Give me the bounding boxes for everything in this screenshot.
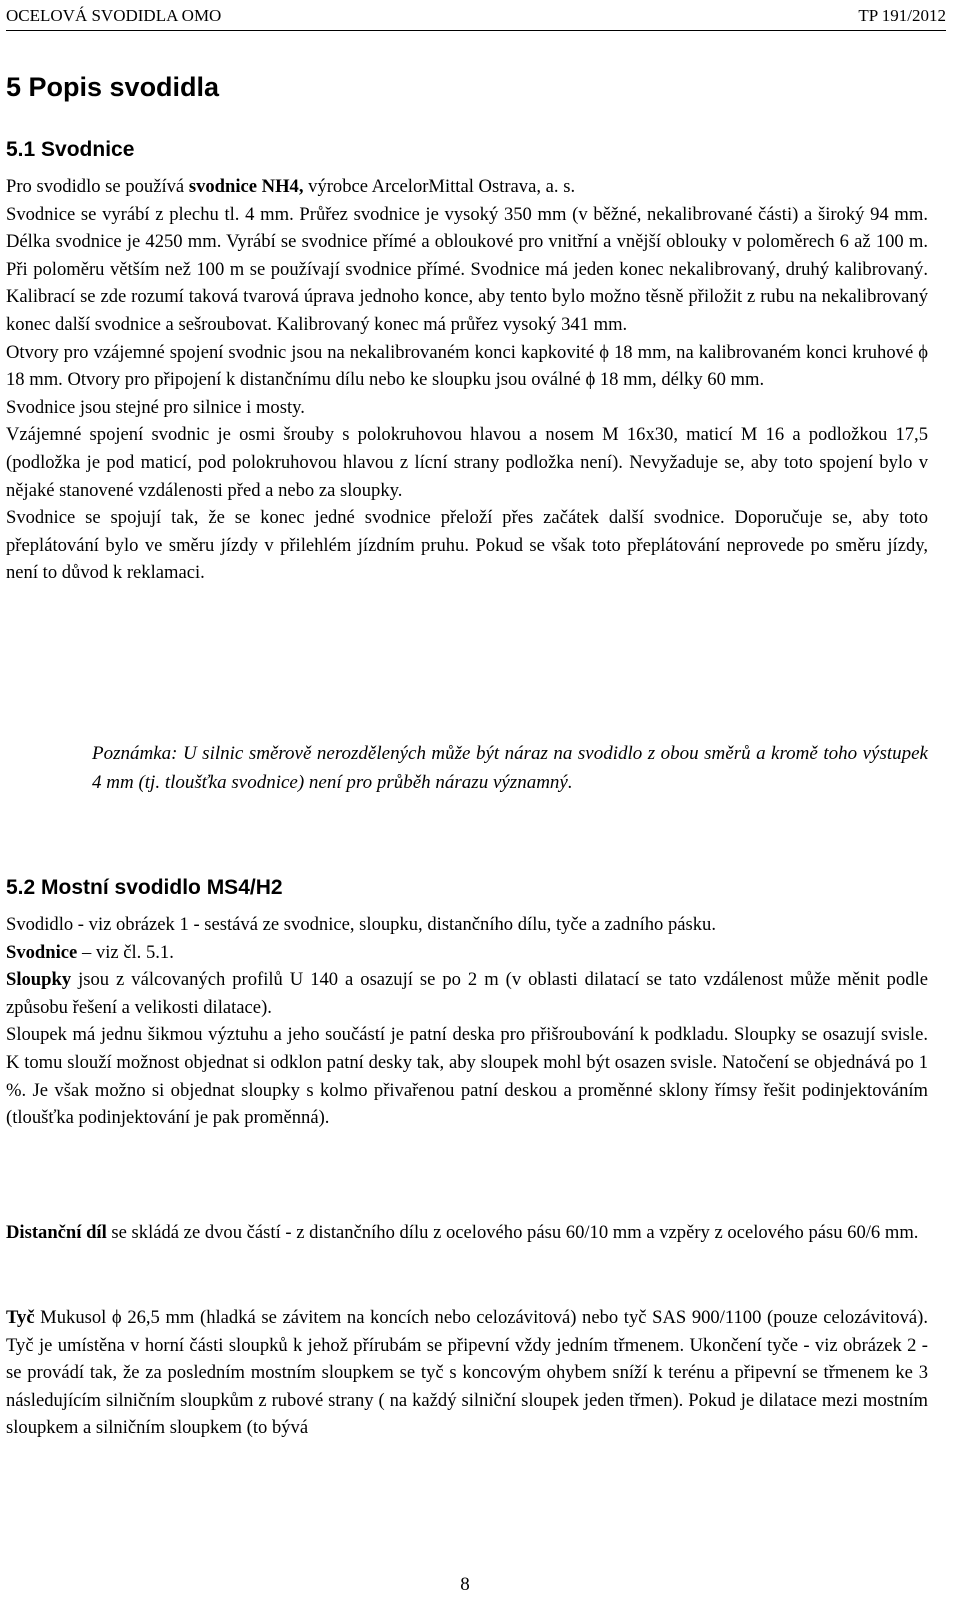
page-header <box>6 4 946 31</box>
paragraph: Svodidlo - viz obrázek 1 - sestává ze svodnice, sloupku, distančního dílu, tyče a zadního pásku. <box>6 914 717 935</box>
paragraph: Vzájemné spojení svodnic je osmi šrouby s polokruhovou hlavou a nosem M 16x30, maticí M 16 a podložkou 17,5 (podložka je pod maticí, pod polokruhovou hlavou z lícní strany podložka není). Nevyžaduje se, aby toto spojení bylo v nějaké stanovené vzdálenosti před a nebo za sloupky. <box>6 424 928 501</box>
paragraph: Sloupky jsou z válcovaných profilů U 140 a osazují se po 2 m (v oblasti dilatací se tato vzdálenost může měnit podle způsobu řešení a velikosti dilatace). <box>6 969 928 1018</box>
header-document-code: TP 191/2012 <box>858 6 946 25</box>
tyc-paragraph: Tyč Mukusol ϕ 26,5 mm (hladká se závitem na koncích nebo celozávitová) nebo tyč SAS 900/1100 (pouze celozávitová). Tyč je umístěna v horní části sloupků k jehož přírubám se připevní vždy jedním třmenem. Ukončení tyče - viz obrázek 2 - se provádí tak, že za posledním mostním sloupkem se tyč s koncovým ohybem sníží k terénu a připevní se třmenem ke 3 následujícím silničním sloupkům z rubové strany ( na každý silniční sloupek jeden třmen). Pokud je dilatace mezi mostním sloupkem a silničním sloupkem (to bývá <box>6 1307 928 1439</box>
paragraph: Pro svodidlo se používá svodnice NH4, výrobce ArcelorMittal Ostrava, a. s. <box>6 176 576 197</box>
bold-text: Sloupky <box>6 969 72 991</box>
section-5-heading: 5 Popis svodidla <box>6 72 220 102</box>
bold-text: Distanční díl <box>6 1222 107 1243</box>
section-5-2-heading: 5.2 Mostní svodidlo MS4/H2 <box>6 876 283 899</box>
note-paragraph: Poznámka: U silnic směrově nerozdělených může být náraz na svodidlo z obou směrů a kromě toho výstupek 4 mm (tj. tloušťka svodnice) není pro průběh nárazu významný. <box>92 743 928 793</box>
paragraph: Sloupek má jednu šikmou výztuhu a jeho součástí je patní deska pro přišroubování k podkladu. Sloupky se osazují svisle. K tomu slouží možnost objednat si odklon patní desky tak, aby sloupek mohl být osazen svisle. Natočení se objednává po 1 %. Je však možno si objednat sloupky s kolmo přivařenou patní deskou a proměnné sklony římsy řešit podinjektováním (tloušťka podinjektování je pak proměnná). <box>6 1024 928 1129</box>
section-5-1-heading: 5.1 Svodnice <box>6 138 135 161</box>
header-document-title: OCELOVÁ SVODIDLA OMO <box>6 6 222 25</box>
paragraph: Svodnice se spojují tak, že se konec jedné svodnice přeloží přes začátek další svodnice. Doporučuje se, aby toto přeplátování bylo ve směru jízdy v přilehlém jízdním pruhu. Pokud se však toto přeplátování neprovede po směru jízdy, není to důvod k reklamaci. <box>6 507 928 584</box>
paragraph: Svodnice jsou stejné pro silnice i mosty. <box>6 396 305 418</box>
section-5-2-body <box>6 911 928 1132</box>
page-number: 8 <box>460 1574 470 1595</box>
bold-text: Svodnice <box>6 941 78 963</box>
bold-text: Tyč <box>6 1307 35 1328</box>
paragraph: Otvory pro vzájemné spojení svodnic jsou na nekalibrovaném konci kapkovité ϕ 18 mm, na kalibrovaném konci kruhové ϕ 18 mm. Otvory pro připojení k distančnímu dílu nebo ke sloupku jsou oválné ϕ 18 mm, délky 60 mm. <box>6 341 928 391</box>
distancni-dil-paragraph: Distanční díl se skládá ze dvou částí - z distančního dílu z ocelového pásu 60/10 mm a vzpěry z ocelového pásu 60/6 mm. <box>6 1222 919 1243</box>
bold-text: svodnice NH4, <box>188 176 304 197</box>
paragraph: Svodnice – viz čl. 5.1. <box>6 941 174 963</box>
section-5-1-body <box>6 173 928 587</box>
paragraph: Svodnice se vyrábí z plechu tl. 4 mm. Průřez svodnice je vysoký 350 mm (v běžné, nekalibrované části) a široký 94 mm. Délka svodnice je 4250 mm. Vyrábí se svodnice přímé a obloukové pro vnitřní a vnější oblouky v poloměrech 6 až 100 m. Při poloměru větším než 100 m se používají svodnice přímé. Svodnice má jeden konec nekalibrovaný, druhý kalibrovaný. Kalibrací se zde rozumí taková tvarová úprava jednoho konce, aby tento bylo možno těsně přiložit z rubu na nekalibrovaný konec další svodnice a sešroubovat. Kalibrovaný konec má průřez vysoký 341 mm. <box>6 203 928 335</box>
